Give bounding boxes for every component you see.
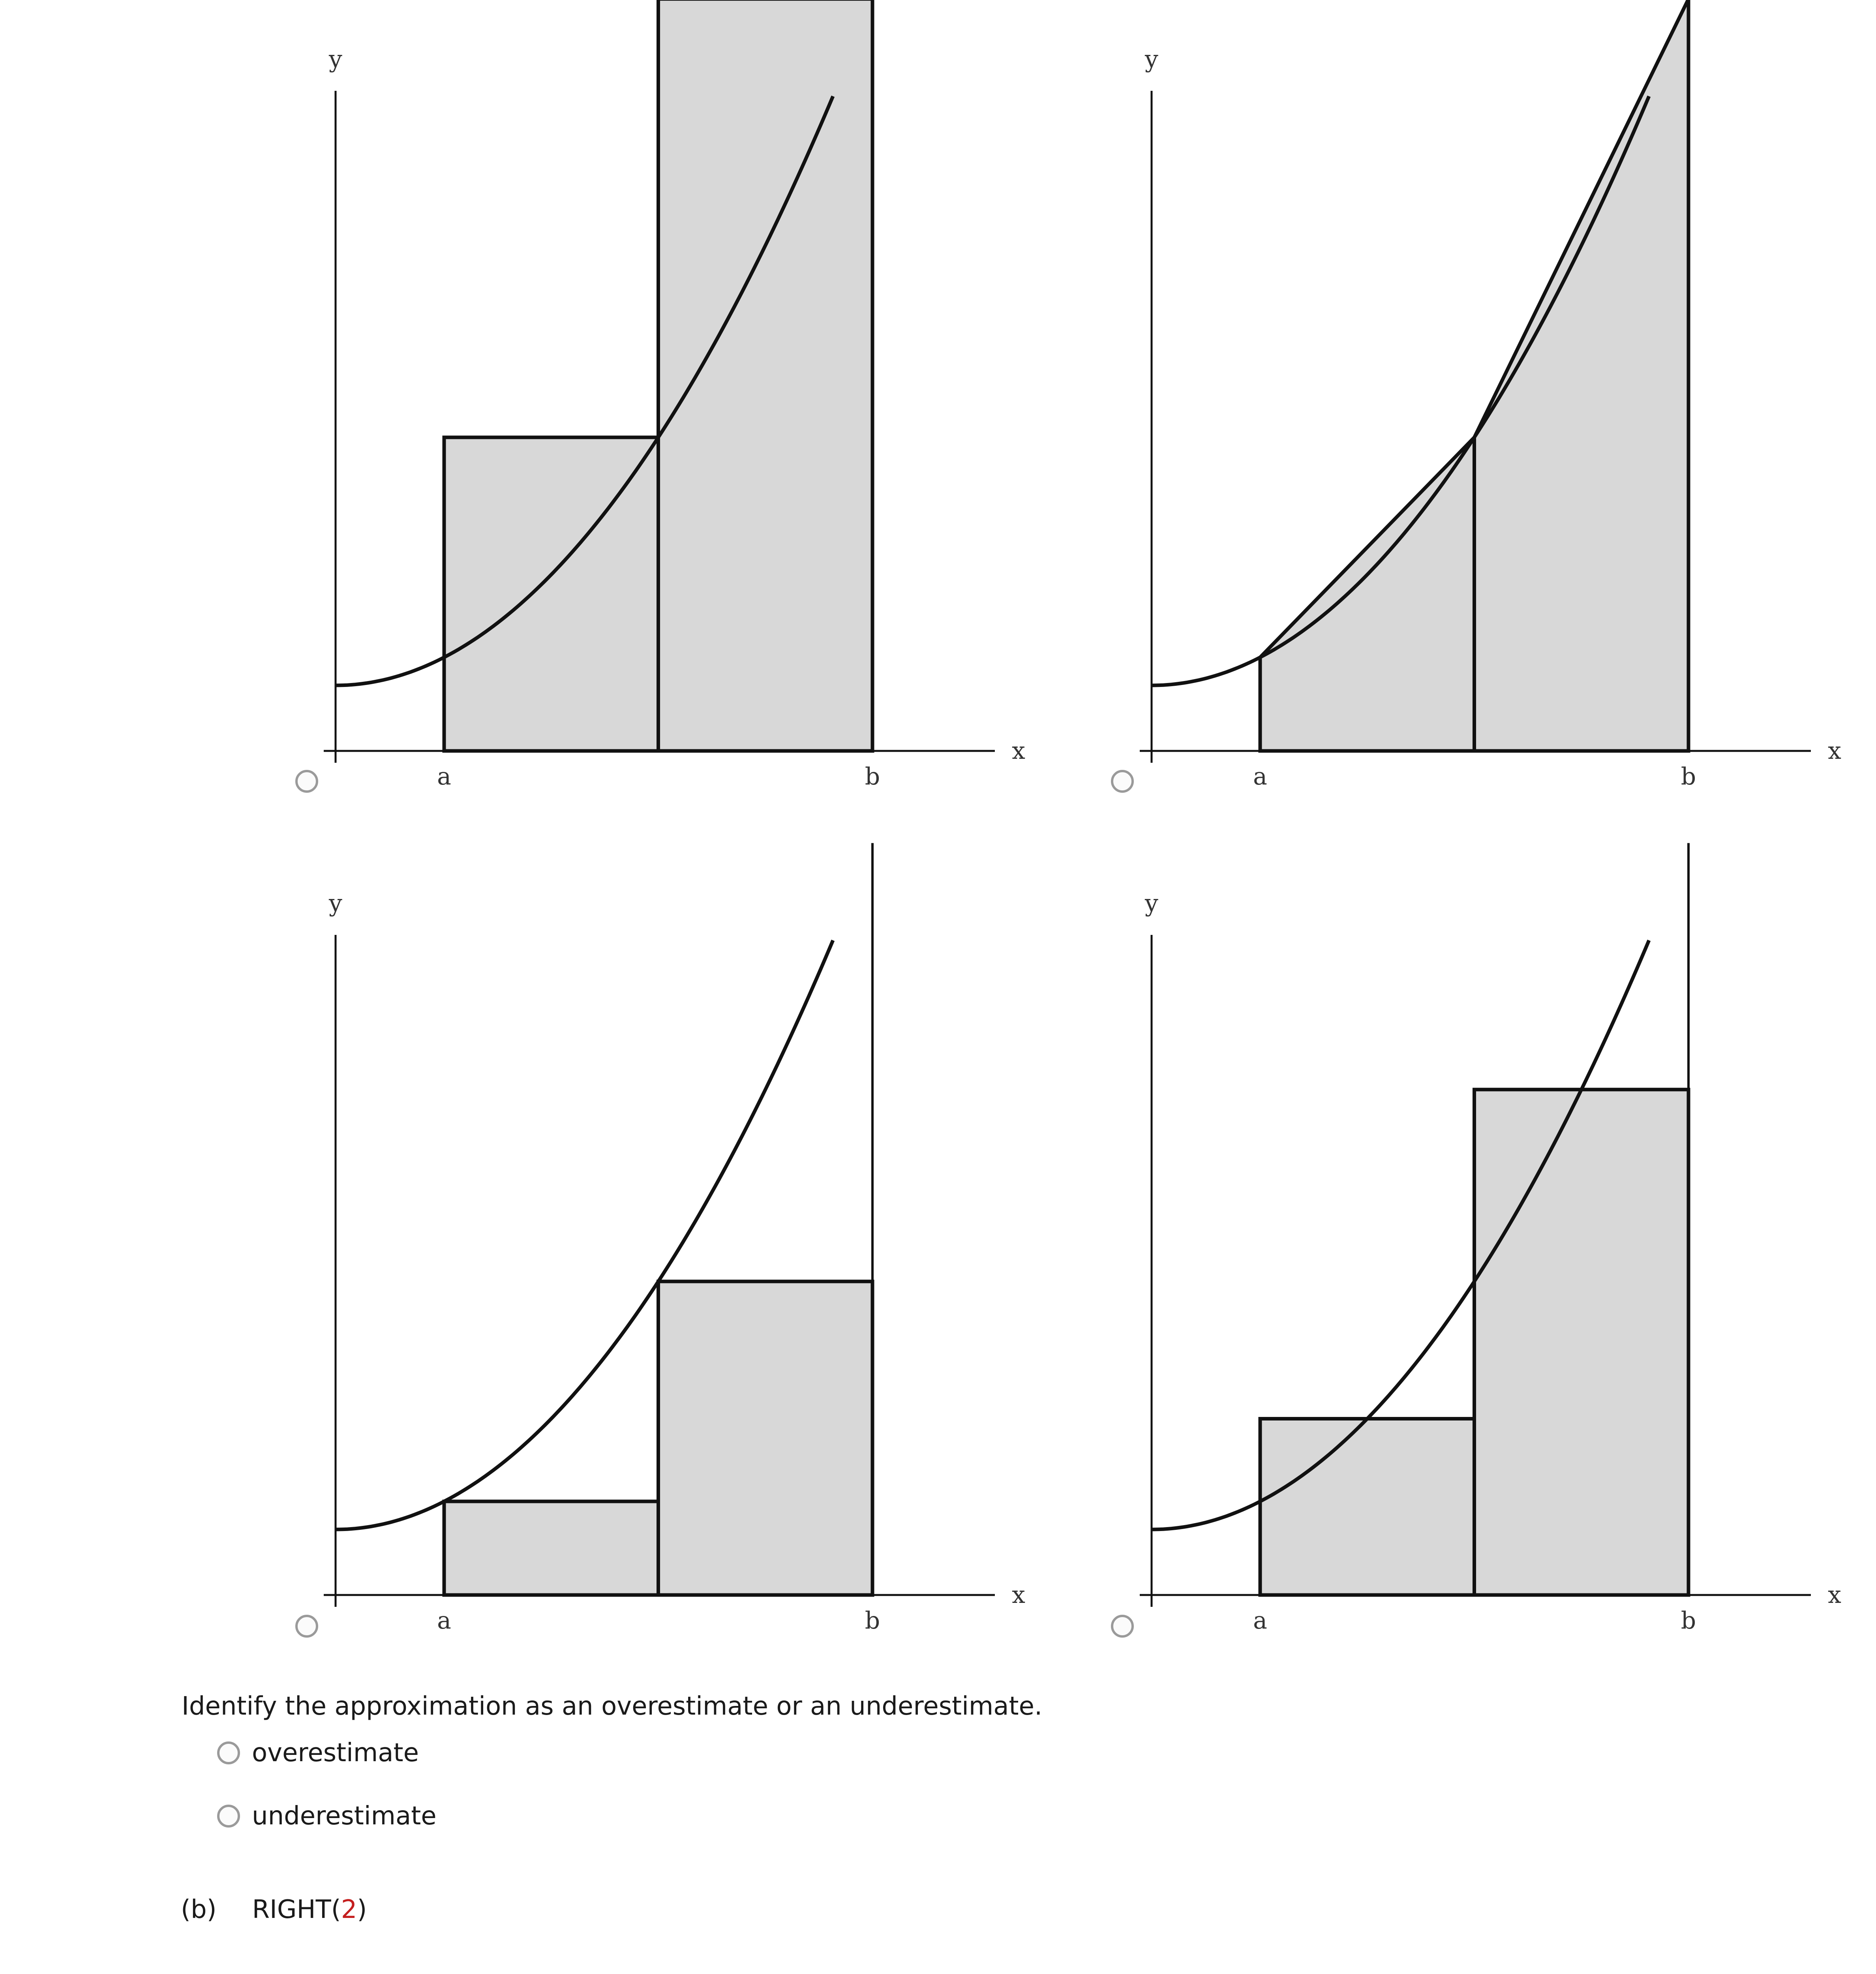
b-label: b bbox=[1681, 1607, 1696, 1634]
overestimate-radio[interactable] bbox=[217, 1741, 240, 1764]
rect-1 bbox=[444, 1501, 658, 1595]
graph-radio-2[interactable] bbox=[1111, 770, 1134, 793]
graph-radio-3[interactable] bbox=[295, 1615, 318, 1638]
question-text: Identify the approximation as an overestimate or an underestimate. bbox=[182, 1692, 1043, 1721]
graph-option-2 bbox=[1108, 32, 1876, 821]
graph-option-4 bbox=[1108, 876, 1876, 1665]
part-b-prefix: RIGHT( bbox=[252, 1895, 341, 1924]
graph-top-left bbox=[292, 32, 1129, 821]
rect-2 bbox=[658, 0, 873, 751]
graph-radio-1[interactable] bbox=[295, 770, 318, 793]
x-axis-label: x bbox=[1012, 1581, 1025, 1609]
overestimate-label: overestimate bbox=[252, 1738, 419, 1768]
x-axis-label: x bbox=[1828, 737, 1841, 765]
rect-2 bbox=[658, 1282, 873, 1595]
a-label: a bbox=[1253, 1607, 1267, 1634]
y-axis-label: y bbox=[329, 45, 342, 73]
underestimate-radio[interactable] bbox=[217, 1805, 240, 1828]
graph-option-1 bbox=[292, 32, 1129, 821]
graph-bottom-right bbox=[1108, 876, 1876, 1665]
b-label: b bbox=[1681, 763, 1696, 790]
part-b-label bbox=[181, 1895, 367, 1924]
underestimate-label: underestimate bbox=[252, 1801, 437, 1831]
y-axis-label: y bbox=[1145, 45, 1158, 73]
rect-2 bbox=[1475, 1090, 1689, 1595]
underestimate-option[interactable] bbox=[217, 1802, 437, 1830]
graph-radio-4[interactable] bbox=[1111, 1615, 1134, 1638]
part-b-number: 2 bbox=[341, 1895, 357, 1924]
graph-bottom-left bbox=[292, 876, 1129, 1665]
overestimate-option[interactable] bbox=[217, 1739, 419, 1767]
a-label: a bbox=[1253, 763, 1267, 790]
part-b-suffix: ) bbox=[357, 1895, 367, 1924]
a-label: a bbox=[437, 763, 451, 790]
x-axis-label: x bbox=[1012, 737, 1025, 765]
y-axis-label: y bbox=[329, 889, 342, 917]
b-label: b bbox=[865, 763, 880, 790]
part-b-tag: (b) bbox=[181, 1895, 217, 1924]
b-label: b bbox=[865, 1607, 880, 1634]
graph-option-3 bbox=[292, 876, 1129, 1665]
a-label: a bbox=[437, 1607, 451, 1634]
x-axis-label: x bbox=[1828, 1581, 1841, 1609]
graph-top-right bbox=[1108, 32, 1876, 821]
trapezoid-2 bbox=[1475, 0, 1689, 751]
y-axis-label: y bbox=[1145, 889, 1158, 917]
rect-1 bbox=[1260, 1419, 1475, 1595]
